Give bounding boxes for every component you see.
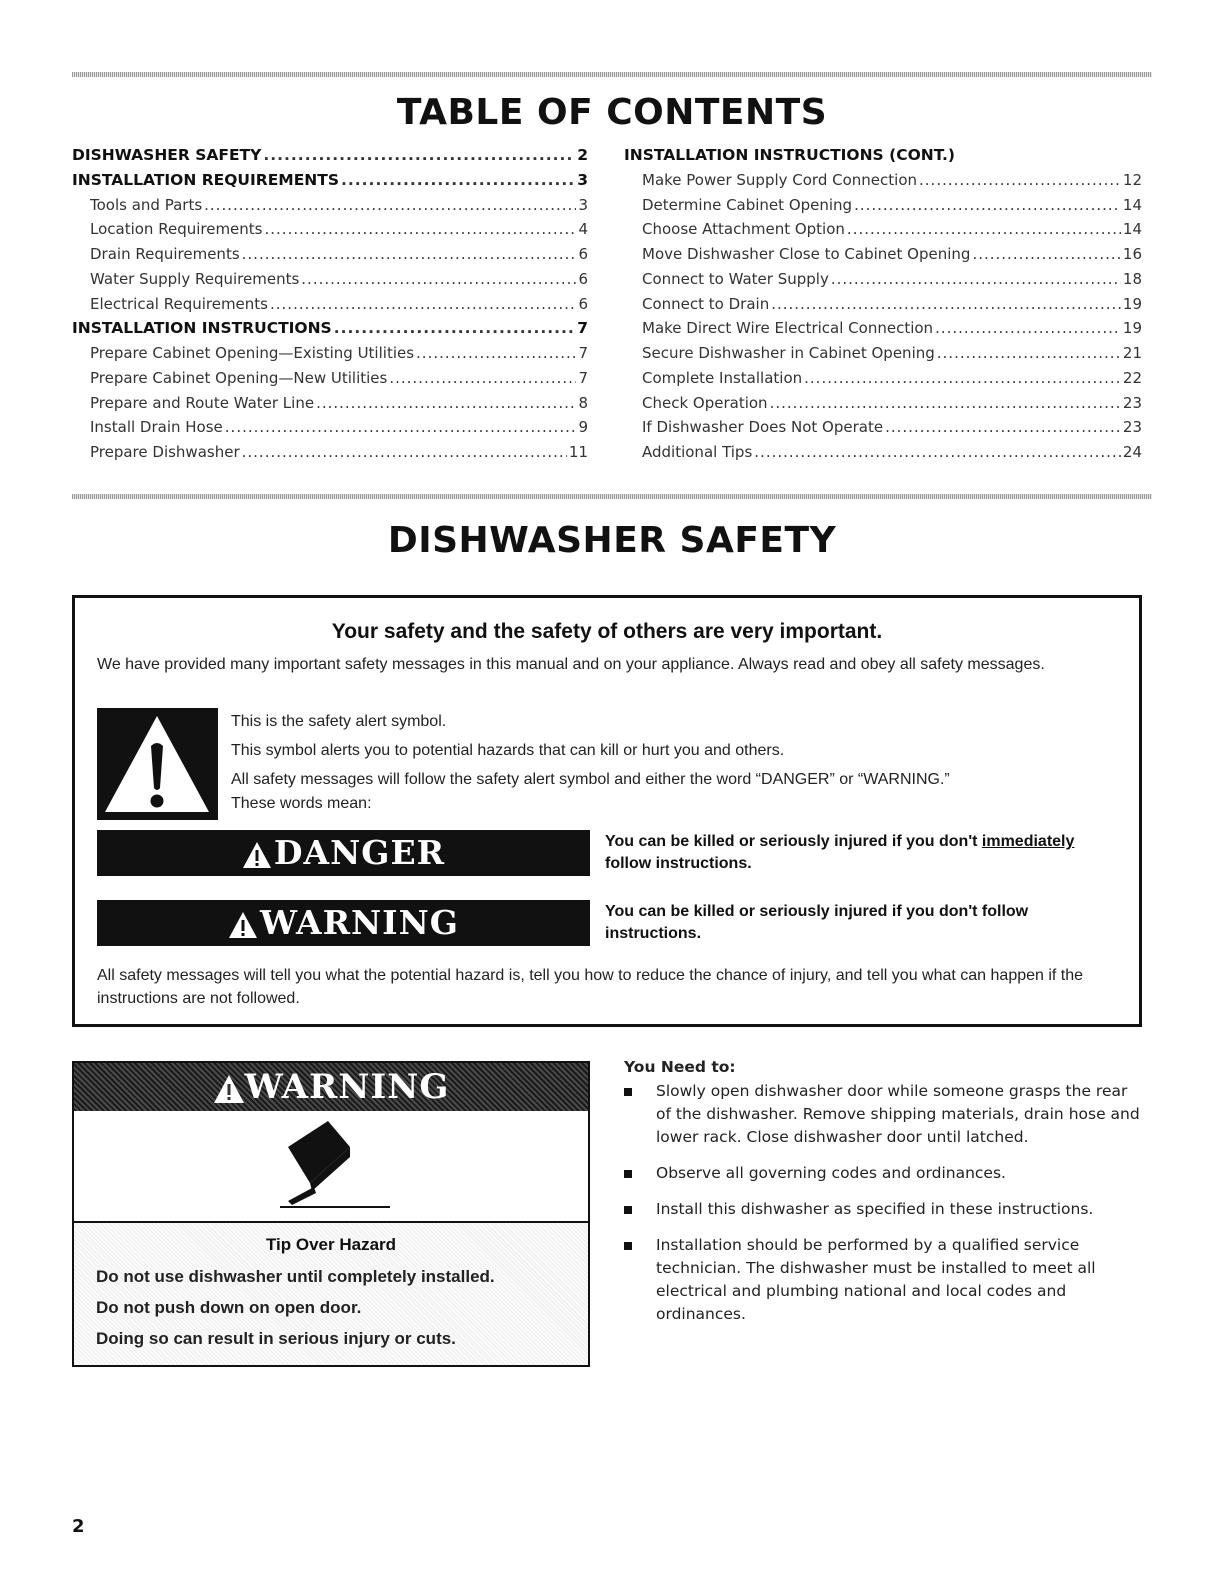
toc-entry-label: Complete Installation	[642, 368, 803, 387]
toc-entry[interactable]	[72, 369, 588, 394]
section-rule	[72, 494, 1152, 499]
you-need-title: You Need to:	[624, 1058, 736, 1076]
tip-over-icon	[74, 1111, 588, 1221]
toc-entry-page: 14	[1122, 195, 1142, 214]
toc-entry-label: DISHWASHER SAFETY	[72, 146, 262, 164]
toc-entry-page: 3	[578, 195, 588, 214]
toc-entry-label: Make Direct Wire Electrical Connection	[642, 319, 934, 338]
toc-entry-page: 14	[1122, 220, 1142, 239]
toc-leader	[847, 220, 1121, 238]
toc-leader	[242, 443, 567, 461]
toc-entry-page: 24	[1122, 443, 1142, 461]
toc-leader	[265, 220, 577, 238]
danger-message-text: You can be killed or seriously injured if you don't	[605, 833, 982, 850]
toc-entry[interactable]	[72, 344, 588, 369]
list-item-text: Slowly open dishwasher door while someone grasps the rear of the dishwasher. Remove shipping materials, drain hose and lower rack. Close dishwasher door until latched.	[656, 1082, 1140, 1146]
tip-over-warning-box	[72, 1061, 590, 1367]
toc-entry[interactable]	[624, 196, 1142, 221]
toc-entry-label: Tools and Parts	[90, 195, 203, 214]
toc-entry[interactable]	[72, 418, 588, 443]
toc-leader	[389, 369, 576, 387]
toc-leader	[771, 295, 1121, 313]
alert-line: These words mean:	[231, 795, 372, 812]
toc-entry[interactable]	[72, 171, 588, 196]
safety-info-box	[72, 595, 1142, 1027]
toc-leader	[242, 245, 577, 263]
danger-signal-word	[97, 830, 590, 876]
toc-entry-label: Connect to Water Supply	[642, 269, 829, 288]
toc-entry[interactable]	[72, 245, 588, 270]
list-item	[624, 1198, 1144, 1221]
toc-entry-label: Check Operation	[642, 393, 768, 412]
bullet-icon	[624, 1088, 632, 1096]
toc-right-column	[624, 146, 1142, 468]
toc-entry-label: Prepare Dishwasher	[90, 443, 240, 461]
toc-entry-page: 12	[1122, 170, 1142, 189]
toc-entry[interactable]	[624, 245, 1142, 270]
toc-entry[interactable]	[72, 270, 588, 295]
toc-leader	[416, 344, 576, 362]
toc-entry-page: 7	[578, 344, 588, 362]
alert-line: This is the safety alert symbol.	[231, 713, 447, 730]
toc-entry[interactable]	[624, 319, 1142, 344]
toc-entry-label: INSTALLATION REQUIREMENTS	[72, 170, 339, 189]
toc-entry-page: 19	[1122, 294, 1142, 313]
toc-entry-page: 22	[1122, 368, 1142, 387]
safety-footer-text: All safety messages will tell you what the potential hazard is, tell you how to reduce the chance of injury, and tell you what can happen if the instructions are not followed.	[97, 967, 1084, 1007]
toc-entry-page: 9	[578, 418, 588, 437]
danger-message-text-2: follow instructions.	[605, 855, 752, 872]
toc-entry[interactable]	[624, 171, 1142, 196]
toc-entry-page: 23	[1122, 418, 1142, 437]
bullet-icon	[624, 1170, 632, 1178]
toc-entry-label: Secure Dishwasher in Cabinet Opening	[642, 344, 935, 362]
danger-message-emphasis: immediately	[981, 833, 1075, 850]
toc-entry[interactable]	[624, 369, 1142, 394]
toc-entry-page: 3	[577, 170, 588, 189]
you-need-section	[624, 1058, 1144, 1339]
toc-entry-label: Prepare Cabinet Opening—Existing Utilities	[90, 344, 415, 362]
tip-over-title: Tip Over Hazard	[265, 1235, 397, 1254]
toc-leader	[972, 245, 1120, 263]
toc-entry[interactable]	[72, 146, 588, 171]
toc-leader	[831, 270, 1121, 288]
toc-entry[interactable]	[624, 295, 1142, 320]
toc-entry[interactable]	[72, 295, 588, 320]
toc-entry-page: 11	[568, 443, 588, 461]
list-item-text: Installation should be performed by a qualified service technician. The dishwasher must be installed to meet all electrical and plumbing national and local codes and ordinances.	[656, 1236, 1096, 1323]
list-item	[624, 1234, 1144, 1326]
toc-entry-label: INSTALLATION INSTRUCTIONS	[72, 319, 332, 338]
toc-leader	[937, 344, 1121, 362]
toc-leader	[770, 394, 1121, 412]
small-alert-icon	[213, 1074, 245, 1104]
toc-entry-page: 7	[577, 319, 588, 338]
toc-left-column	[72, 146, 588, 468]
page-number: 2	[72, 1516, 85, 1537]
toc-entry[interactable]	[624, 220, 1142, 245]
toc-entry-page: 18	[1122, 269, 1142, 288]
danger-word: DANGER	[273, 833, 446, 872]
toc-leader	[334, 319, 575, 337]
toc-entry[interactable]	[72, 319, 588, 344]
toc-entry-label: Prepare and Route Water Line	[90, 393, 315, 412]
toc-entry-label: Connect to Drain	[642, 294, 770, 313]
toc-leader	[885, 418, 1121, 436]
toc-entry-page: 4	[578, 220, 588, 239]
warning-signal-word	[97, 900, 590, 946]
safety-alert-icon-graphic	[97, 708, 218, 820]
toc-entry-page: 8	[578, 393, 588, 412]
danger-message	[605, 831, 1135, 875]
toc-entry[interactable]	[624, 270, 1142, 295]
toc-leader	[316, 394, 576, 412]
toc-entry-label: Electrical Requirements	[90, 294, 268, 313]
list-item	[624, 1162, 1144, 1185]
toc-leader	[935, 319, 1121, 337]
toc-entry[interactable]	[624, 394, 1142, 419]
bullet-icon	[624, 1206, 632, 1214]
toc-leader	[263, 146, 575, 164]
exclamation-dot	[151, 795, 164, 808]
small-alert-icon	[242, 841, 272, 869]
tip-over-illustration	[74, 1111, 588, 1223]
toc-entry-label: Location Requirements	[90, 220, 263, 239]
toc-entry-label: Additional Tips	[642, 443, 753, 461]
toc-entry-label: Move Dishwasher Close to Cabinet Opening	[642, 245, 971, 263]
toc-entry-label: Water Supply Requirements	[90, 269, 300, 288]
alert-line: All safety messages will follow the safety alert symbol and either the word “DANGER” or “WARNING.”	[231, 771, 950, 788]
top-rule	[72, 72, 1152, 77]
toc-entry-label: If Dishwasher Does Not Operate	[642, 418, 884, 437]
warning-message: You can be killed or seriously injured if you don't follow instructions.	[605, 903, 1029, 942]
tip-over-line: Do not use dishwasher until completely installed.	[96, 1267, 495, 1286]
toc-entry-page: 21	[1122, 344, 1142, 362]
safety-title: DISHWASHER SAFETY	[387, 520, 837, 561]
small-alert-icon	[228, 911, 258, 939]
toc-entry-label: Install Drain Hose	[90, 418, 223, 437]
warning-word: WARNING	[260, 903, 459, 942]
toc-entry-label: Drain Requirements	[90, 245, 240, 263]
toc-title: TABLE OF CONTENTS	[396, 92, 828, 133]
toc-entry-page: 6	[578, 245, 588, 263]
toc-entry[interactable]	[72, 394, 588, 419]
safety-box-title: Your safety and the safety of others are very important.	[331, 620, 883, 643]
alert-line: This symbol alerts you to potential hazards that can kill or hurt you and others.	[231, 742, 785, 759]
safety-intro-text: We have provided many important safety messages in this manual and on your appliance. Always read and obey all safety messages.	[97, 656, 1045, 673]
list-item-text: Install this dishwasher as specified in these instructions.	[656, 1200, 1094, 1218]
alert-explanation	[231, 710, 1111, 816]
toc-entry-label: Prepare Cabinet Opening—New Utilities	[90, 368, 388, 387]
toc-entry-page: 19	[1122, 319, 1142, 338]
toc-continued-heading: INSTALLATION INSTRUCTIONS (CONT.)	[624, 146, 955, 164]
toc-leader	[204, 196, 576, 214]
toc-entry-page: 7	[578, 368, 588, 387]
toc-leader	[754, 443, 1121, 461]
toc-entry[interactable]	[624, 418, 1142, 443]
warning-header-word: WARNING	[244, 1067, 450, 1107]
tip-over-line: Doing so can result in serious injury or cuts.	[96, 1329, 456, 1348]
toc-entry[interactable]	[72, 220, 588, 245]
toc-entry-label: Choose Attachment Option	[642, 220, 845, 239]
list-item-text: Observe all governing codes and ordinances.	[656, 1164, 1006, 1182]
toc-leader	[804, 369, 1121, 387]
tip-over-line: Do not push down on open door.	[96, 1298, 362, 1317]
toc-entry[interactable]	[624, 443, 1142, 468]
toc-entry-page: 2	[577, 146, 588, 164]
toc-entry-page: 23	[1122, 393, 1142, 412]
tip-over-instructions	[96, 1265, 576, 1358]
toc-leader	[301, 270, 576, 288]
bullet-icon	[624, 1242, 632, 1250]
safety-alert-icon	[97, 708, 218, 820]
toc-leader	[854, 196, 1121, 214]
list-item	[624, 1080, 1144, 1149]
toc-entry-page: 16	[1122, 245, 1142, 263]
toc-entry-label: Make Power Supply Cord Connection	[642, 170, 918, 189]
toc-entry-page: 6	[578, 294, 588, 313]
toc-entry[interactable]	[72, 443, 588, 468]
warning-header	[74, 1063, 588, 1111]
toc-entry[interactable]	[72, 196, 588, 221]
toc-entry-label: Determine Cabinet Opening	[642, 195, 853, 214]
toc-leader	[225, 418, 577, 436]
toc-leader	[270, 295, 576, 313]
toc-leader	[341, 171, 575, 189]
toc-leader	[919, 171, 1121, 189]
toc-entry[interactable]	[624, 344, 1142, 369]
toc-entry-page: 6	[578, 269, 588, 288]
